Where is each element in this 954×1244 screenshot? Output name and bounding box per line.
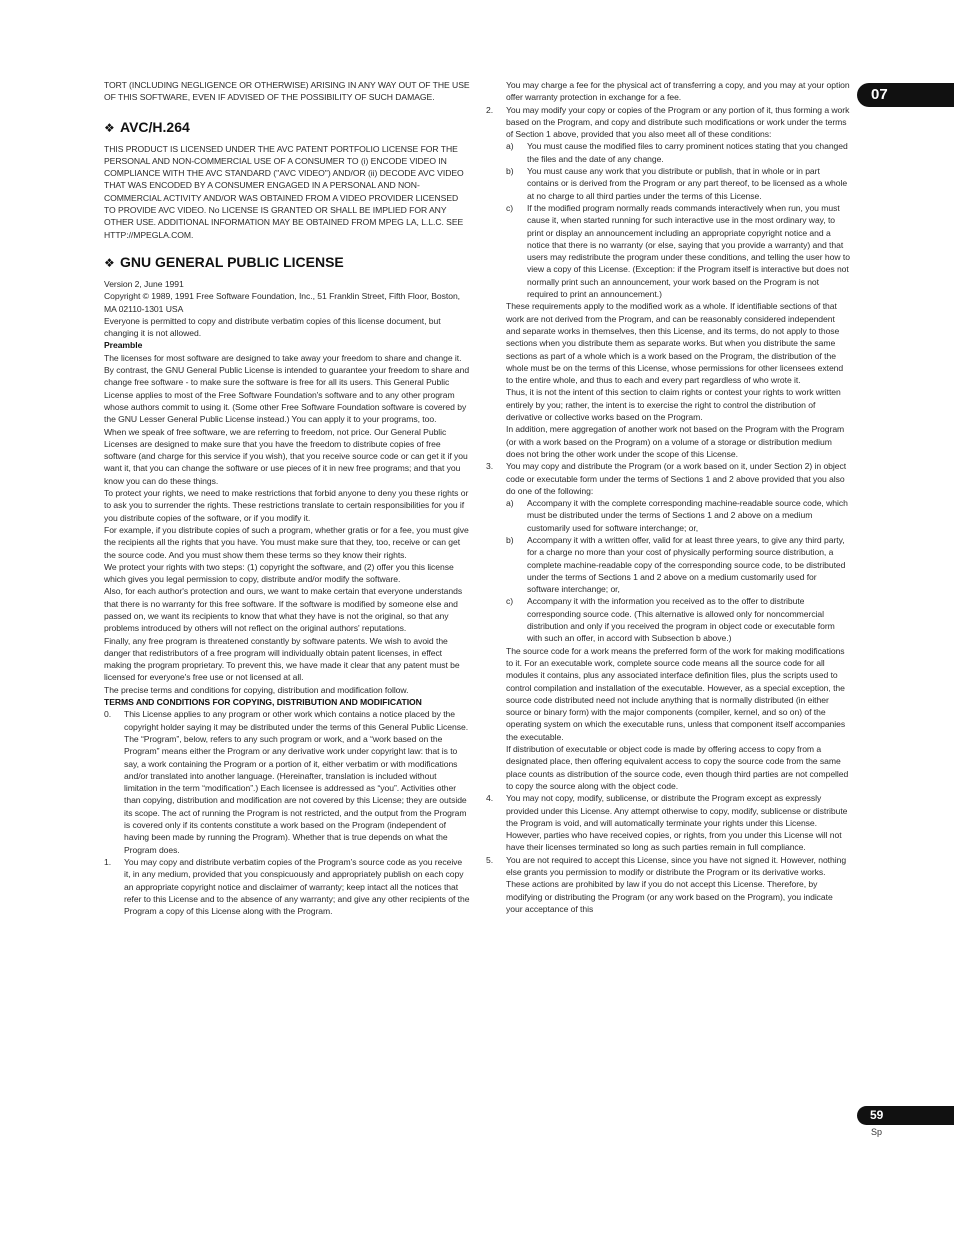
term-number: 5. bbox=[486, 854, 494, 865]
sub-item bbox=[506, 202, 850, 300]
term-paragraph: In addition, mere aggregation of another work not based on the Program with the Program (or with a work based on the Program) on a volume of a storage or distribution medium does not bring the other work under the scope of this License. bbox=[506, 424, 845, 459]
term-paragraph: If distribution of executable or object code is made by offering access to copy from a designated place, then offering equivalent access to copy the source code from the same place counts as distribution of the source code, even though third parties are not compelled to copy the source along with the object code. bbox=[506, 744, 849, 791]
sub-letter: a) bbox=[506, 141, 514, 152]
gpl-heading: ❖ GNU GENERAL PUBLIC LICENSE bbox=[104, 253, 344, 270]
term-paragraph: The source code for a work means the preferred form of the work for making modifications to it. For an executable work, complete source code means all the source code for all modules it contains, plus any associated interface definition files, plus the scripts used to control compilation and installation of the executable. However, as a special exception, the source code distributed need not include anything that is normally distributed (in either source or binary form) with the major components (compiler, kernel, and so on) of the operating system on which the executable runs, unless that component itself accompanies the executable. bbox=[506, 645, 846, 742]
sub-item bbox=[506, 595, 850, 644]
sub-text: You must cause any work that you distribute or publish, that in whole or in part contains or is derived from the Program or any part thereof, to be licensed as a whole at no charge to all third parties under the terms of this License. bbox=[527, 166, 848, 201]
sub-item bbox=[506, 140, 850, 165]
sub-letter: a) bbox=[506, 498, 514, 509]
term-item bbox=[486, 854, 850, 915]
diamond-bullet-icon: ❖ bbox=[104, 120, 115, 135]
preamble-paragraph: Finally, any free program is threatened constantly by software patents. We wish to avoid the danger that redistributors of a free program will individually obtain patent licenses, in effect making the program proprietary. To prevent this, we have made it clear that any patent must be licensed for everyone's free use or not licensed at all. bbox=[104, 635, 460, 683]
preamble-paragraph: Also, for each author's protection and ours, we want to make certain that everyone understands that there is no warranty for this free software. If the software is modified by someone else and passed on, we want its recipients to know that what they have is not the original, so that any problems introduced by others will not reflect on the original authors' reputations. bbox=[104, 586, 463, 634]
right-column bbox=[486, 79, 850, 915]
term-number: 1. bbox=[104, 856, 112, 867]
term-text: You are not required to accept this License, since you have not signed it. However, nothing else grants you permission to modify or distribute the Program or its derivative works. These actions are prohibited by law if you do not accept this License. Therefore, by modifying or distributing the Program (or any work based on the Program), you indicate your acceptance of this bbox=[506, 854, 847, 914]
term-text: You may copy and distribute verbatim copies of the Program’s source code as you receive it, in any medium, provided that you conspicuously and appropriately publish on each copy an appropriate copyright notice and disclaimer of warranty; keep intact all the notices that refer to this License and to the absence of any warranty; and give any other recipients of the Program a copy of this License along with the Program. bbox=[124, 856, 470, 917]
term-item bbox=[486, 460, 850, 497]
term-text: You may not copy, modify, sublicense, or distribute the Program except as expressly provided under this License. Any attempt otherwise to copy, modify, sublicense or distribute the Program is void, and will automatically terminate your rights under this License. However, parties who have received copies, or rights, from you under this License will not have their licenses terminated so long as such parties remain in full compliance. bbox=[506, 793, 848, 853]
gpl-copyright: Copyright © 1989, 1991 Free Software Foundation, Inc., 51 Franklin Street, Fifth Floor, Boston, MA 02110-1301 USA bbox=[104, 291, 461, 314]
preamble-paragraph: The licenses for most software are designed to take away your freedom to share and change it. By contrast, the GNU General Public License is intended to guarantee your freedom to share and change free software - to make sure the software is free for all its users. This General Public License applies to most of the Free Software Foundation's software and to any other program whose authors commit to using it. (Some other Free Software Foundation software is covered by the GNU Lesser General Public License instead.) You can apply it to your programs, too. bbox=[104, 352, 470, 425]
term-item bbox=[486, 104, 850, 141]
disclaimer-continued: TORT (INCLUDING NEGLIGENCE OR OTHERWISE) ARISING IN ANY WAY OUT OF THE USE OF THIS SOFTWARE, EVEN IF ADVISED OF THE POSSIBILITY OF SUCH DAMAGE. bbox=[104, 80, 470, 103]
term-paragraph: These requirements apply to the modified work as a whole. If identifiable sections of that work are not derived from the Program, and can be reasonably considered independent and separate works in themselves, then this License, and its terms, do not apply to those sections when you distribute them as separate works. But when you distribute the same sections as part of a whole which is a work based on the Program, the distribution of the whole must be on the terms of this License, whose permissions for other licensees extend to the entire whole, and thus to each and every part regardless of who wrote it. bbox=[506, 301, 844, 386]
chapter-tab: 07 bbox=[857, 83, 954, 107]
term-number: 0. bbox=[104, 709, 112, 720]
sub-letter: c) bbox=[506, 202, 514, 213]
term-text: You may modify your copy or copies of the Program or any portion of it, thus forming a work based on the Program, and copy and distribute such modifications or work under the terms of Section 1 above, provided that you also meet all of these conditions: bbox=[506, 104, 850, 140]
sub-text: Accompany it with a written offer, valid for at least three years, to give any third party, for a charge no more than your cost of physically performing source distribution, a complete machine-readable copy of the corresponding source code, to be distributed under the terms of Sections 1 and 2 above on a medium customarily used for software interchange; or, bbox=[527, 534, 846, 595]
term-number: 4. bbox=[486, 793, 494, 804]
sub-item bbox=[506, 165, 850, 202]
term-text: This License applies to any program or other work which contains a notice placed by the copyright holder saying it may be distributed under the terms of this General Public License. The “Program”, below, refers to any such program or work, and a “work based on the Program” means either the Program or any derivative work under copyright law: that is to say, a work containing the Program or a portion of it, either verbatim or with modifications and/or translated into another language. (Hereinafter, translation is included without limitation in the term “modification”.) Each licensee is addressed as “you”. Activities other than copying, distribution and modification are not covered by this License; they are outside its scope. The act of running the Program is not restricted, and the output from the Program is covered only if its contents constitute a work based on the Program (independent of having been made by running the Program). Whether that is true depends on what the Program does. bbox=[124, 709, 469, 855]
gpl-version: Version 2, June 1991 bbox=[104, 278, 184, 289]
preamble-paragraph: When we speak of free software, we are referring to freedom, not price. Our General Public Licenses are designed to make sure that you have the freedom to distribute copies of free software (and charge for this service if you wish), that you receive source code or can get it if you want it, that you can change the software or use pieces of it in new free programs; and that you know you can do these things. bbox=[104, 426, 468, 486]
sub-letter: b) bbox=[506, 166, 514, 177]
term-paragraph: Thus, it is not the intent of this section to claim rights or contest your rights to work written entirely by you; rather, the intent is to exercise the right to control the distribution of derivative or collective works based on the Program. bbox=[506, 387, 841, 423]
sub-item bbox=[506, 497, 850, 534]
sub-text: You must cause the modified files to carry prominent notices stating that you changed the files and the date of any change. bbox=[527, 141, 848, 164]
sub-text: Accompany it with the information you received as to the offer to distribute corresponding source code. (This alternative is allowed only for noncommercial distribution and only if you received the program in object code or executable form with such an offer, in accord with Subsection b above.) bbox=[527, 596, 835, 644]
term-continued: You may charge a fee for the physical act of transferring a copy, and you may at your option offer warranty protection in exchange for a fee. bbox=[506, 80, 850, 103]
preamble-paragraph: To protect your rights, we need to make restrictions that forbid anyone to deny you these rights or to ask you to surrender the rights. These restrictions translate to certain responsibilities for you if you distribute copies of the software, or if you modify it. bbox=[104, 488, 469, 523]
diamond-bullet-icon: ❖ bbox=[104, 255, 115, 270]
term-item bbox=[104, 856, 470, 917]
preamble-paragraph: The precise terms and conditions for copying, distribution and modification follow. bbox=[104, 684, 409, 695]
sub-text: If the modified program normally reads commands interactively when run, you must cause it, when started running for such interactive use in the most ordinary way, to print or display an announcement including an appropriate copyright notice and a notice that there is no warranty (or else, saying that you provide a warranty) and that users may redistribute the program under these conditions, and telling the user how to view a copy of this License. (Exception: if the Program itself is interactive but does not normally print such an announcement, your work based on the Program is not required to print an announcement.) bbox=[527, 202, 850, 300]
preamble-paragraph: For example, if you distribute copies of such a program, whether gratis or for a fee, you must give the recipients all the rights that you have. You must make sure that they, too, receive or can get the source code. And you must show them these terms so they know their rights. bbox=[104, 524, 469, 560]
sub-letter: c) bbox=[506, 596, 514, 607]
page-number-tab: 59 bbox=[857, 1106, 954, 1125]
left-column bbox=[104, 79, 470, 917]
terms-heading: TERMS AND CONDITIONS FOR COPYING, DISTRIBUTION AND MODIFICATION bbox=[104, 697, 422, 708]
sub-text: Accompany it with the complete corresponding machine-readable source code, which must be distributed under the terms of Sections 1 and 2 above on a medium customarily used for software interchange; or, bbox=[527, 498, 848, 533]
avc-license-text: THIS PRODUCT IS LICENSED UNDER THE AVC PATENT PORTFOLIO LICENSE FOR THE PERSONAL AND NON-COMMERCIAL USE OF A CONSUMER TO (i) ENCODE VIDEO IN COMPLIANCE WITH THE AVC STANDARD ("AVC VIDEO") AND/OR (ii) DECODE AVC VIDEO THAT WAS ENCODED BY A CONSUMER ENGAGED IN A PERSONAL AND NON-COMMERCIAL ACTIVITY AND/OR WAS OBTAINED FROM A VIDEO PROVIDER LICENSED TO PROVIDE AVC VIDEO. No LICENSE IS GRANTED OR SHALL BE IMPLIED FOR ANY OTHER USE. ADDITIONAL INFORMATION MAY BE OBTAINED FROM MPEG LA, L.L.C. SEE HTTP://MPEGLA.COM. bbox=[104, 143, 464, 240]
term-text: You may copy and distribute the Program (or a work based on it, under Section 2) in object code or executable form under the terms of Sections 1 and 2 above provided that you also do one of the following: bbox=[506, 461, 847, 496]
sub-item bbox=[506, 534, 850, 595]
sub-letter: b) bbox=[506, 534, 514, 545]
term-item bbox=[104, 708, 470, 856]
term-number: 3. bbox=[486, 461, 494, 472]
term-number: 2. bbox=[486, 104, 494, 115]
preamble-heading: Preamble bbox=[104, 340, 143, 351]
gpl-permission: Everyone is permitted to copy and distribute verbatim copies of this license document, but changing it is not allowed. bbox=[104, 315, 441, 339]
term-item bbox=[486, 792, 850, 853]
preamble-paragraph: We protect your rights with two steps: (1) copyright the software, and (2) offer you this license which gives you legal permission to copy, distribute and/or modify the software. bbox=[104, 561, 454, 585]
language-code: Sp bbox=[871, 1127, 883, 1137]
avc-heading: ❖ AVC/H.264 bbox=[104, 118, 190, 135]
